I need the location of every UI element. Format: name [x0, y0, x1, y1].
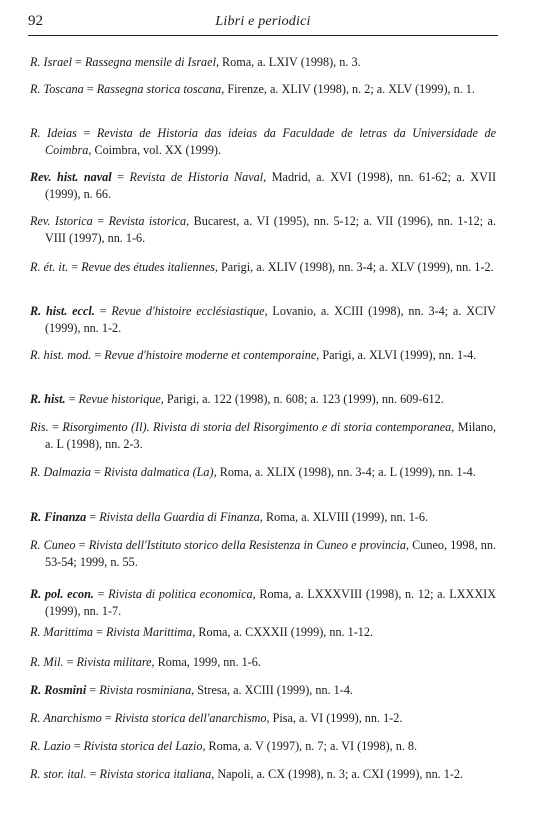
list-item: R. Toscana = Rassegna storica toscana, Firenze, a. XLIV (1998), n. 2; a. XLV (1999), n. 1. [30, 82, 475, 96]
entry-abbreviation: R. Israel [30, 55, 72, 69]
entry-title: Rivista della Guardia di Finanza [99, 510, 260, 524]
entry-details: , Roma, a. XLVIII (1999), nn. 1-6. [259, 510, 429, 524]
list-item: R. hist. eccl. = Revue d'histoire ecclésiastique, Lovanio, a. XCIII (1998), nn. 3-4; a. XCIV (1999), nn. 1-2. [30, 304, 496, 335]
list-item: R. hist. mod. = Revue d'histoire moderne et contemporaine, Parigi, a. XLVI (1999), nn. 1-4. [30, 348, 477, 362]
entry-details: , Bucarest, a. VI (1995), nn. 5-12; a. VII (1996), nn. 1-12; a. VIII (1997), nn. 1-6. [45, 214, 497, 245]
list-item: R. Cuneo = Rivista dell'Istituto storico della Resistenza in Cuneo e provincia, Cuneo, 1998, nn. 53-54; 1999, n. 55. [30, 538, 497, 569]
entry-title: Rassegna storica toscana [96, 82, 222, 96]
entry-title: Revista de Historia Naval [129, 170, 264, 184]
entry-title: Rivista militare [76, 655, 152, 669]
list-item: R. ét. it. = Revue des études italiennes, Parigi, a. XLIV (1998), nn. 3-4; a. XLV (1999), nn. 1-2. [30, 260, 494, 274]
entry-abbreviation: R. Finanza [30, 510, 87, 524]
running-title: Libri e periodici [215, 14, 311, 29]
list-item: R. Marittima = Rivista Marittima, Roma, a. CXXXII (1999), nn. 1-12. [30, 625, 374, 639]
entry-abbreviation: R. Dalmazia [30, 465, 91, 479]
entry-details: , Roma, a. LXXXVIII (1998), n. 12; a. LXXXIX (1999), nn. 1-7. [45, 587, 496, 618]
entry-title: Rivista rosminiana [99, 683, 192, 697]
entry-title: Rivista storica italiana [99, 767, 212, 781]
entry-details: , Parigi, a. 122 (1998), n. 608; a. 123 (1999), nn. 609-612. [160, 392, 444, 406]
entry-details: , Roma, 1999, nn. 1-6. [151, 655, 261, 669]
entry-title: Revista istorica [108, 214, 187, 228]
entry-title: Rivista di politica economica [108, 587, 253, 601]
list-item: R. Lazio = Rivista storica del Lazio, Roma, a. V (1997), n. 7; a. VI (1998), n. 8. [30, 739, 418, 753]
entry-title: Risorgimento (Il). Rivista di storia del Risorgimento e di storia contemporanea [62, 420, 452, 434]
entry-details: , Roma, a. LXIV (1998), n. 3. [215, 55, 361, 69]
entry-abbreviation: Rev. hist. naval [30, 170, 112, 184]
entry-title: Revue historique [78, 392, 161, 406]
list-item: R. Finanza = Rivista della Guardia di Finanza, Roma, a. XLVIII (1999), nn. 1-6. [30, 510, 429, 524]
entry-details: , Coimbra, vol. XX (1999). [88, 143, 222, 157]
entry-abbreviation: R. Anarchismo [30, 711, 102, 725]
entry-details: , Cuneo, 1998, nn. 53-54; 1999, n. 55. [45, 538, 497, 569]
list-item: R. Rosmini = Rivista rosminiana, Stresa, a. XCIII (1999), nn. 1-4. [30, 683, 353, 697]
entry-title: Rassegna mensile di Israel [84, 55, 216, 69]
entry-abbreviation: R. Ideias [30, 126, 77, 140]
page-number: 92 [28, 13, 43, 29]
entry-title: Rivista storica del Lazio [83, 739, 203, 753]
entry-title: Revue d'histoire ecclésiastique [111, 304, 265, 318]
entry-title: Revue des études italiennes [81, 260, 215, 274]
entry-details: , Firenze, a. XLIV (1998), n. 2; a. XLV (1999), n. 1. [221, 82, 475, 96]
entry-details: , Napoli, a. CX (1998), n. 3; a. CXI (1999), nn. 1-2. [211, 767, 464, 781]
list-item: R. hist. = Revue historique, Parigi, a. 122 (1998), n. 608; a. 123 (1999), nn. 609-612. [30, 392, 444, 406]
entry-details: , Parigi, a. XLIV (1998), nn. 3-4; a. XLV (1999), nn. 1-2. [214, 260, 494, 274]
entry-title: Rivista Marittima [105, 625, 193, 639]
entry-abbreviation: R. stor. ital. [30, 767, 87, 781]
entry-details: , Roma, a. XLIX (1998), nn. 3-4; a. L (1999), nn. 1-4. [213, 465, 476, 479]
entry-abbreviation: R. hist. [30, 392, 66, 406]
page-header [28, 13, 498, 36]
entry-details: , Parigi, a. XLVI (1999), nn. 1-4. [316, 348, 477, 362]
entry-abbreviation: R. ét. it. [30, 260, 69, 274]
entry-abbreviation: R. pol. econ. [30, 587, 94, 601]
entry-abbreviation: Ris. [30, 420, 49, 434]
list-item: R. Anarchismo = Rivista storica dell'anarchismo, Pisa, a. VI (1999), nn. 1-2. [30, 711, 403, 725]
entry-abbreviation: R. hist. eccl. [30, 304, 95, 318]
list-item: R. Israel = Rassegna mensile di Israel, Roma, a. LXIV (1998), n. 3. [30, 55, 361, 69]
entry-abbreviation: R. Cuneo [30, 538, 76, 552]
list-item: R. stor. ital. = Rivista storica italiana, Napoli, a. CX (1998), n. 3; a. CXI (1999), nn. 1-2. [30, 767, 464, 781]
entry-abbreviation: R. Mil. [30, 655, 64, 669]
entry-details: , Lovanio, a. XCIII (1998), nn. 3-4; a. XCIV (1999), nn. 1-2. [45, 304, 496, 335]
list-item: R. Dalmazia = Rivista dalmatica (La), Roma, a. XLIX (1998), nn. 3-4; a. L (1999), nn. 1-4. [30, 465, 476, 479]
list-item: R. pol. econ. = Rivista di politica economica, Roma, a. LXXXVIII (1998), n. 12; a. LXXXIX (1999), nn. 1-7. [30, 587, 496, 618]
entry-details: , Pisa, a. VI (1999), nn. 1-2. [266, 711, 403, 725]
list-item: Ris. = Risorgimento (Il). Rivista di storia del Risorgimento e di storia contemporanea, Milano, a. L (1998), nn. 2-3. [30, 420, 496, 451]
entry-abbreviation: Rev. Istorica [30, 214, 93, 228]
entry-title: Rivista storica dell'anarchismo [114, 711, 267, 725]
list-item: R. Mil. = Rivista militare, Roma, 1999, nn. 1-6. [30, 655, 261, 669]
entry-details: , Roma, a. CXXXII (1999), nn. 1-12. [192, 625, 374, 639]
entry-title: Revue d'histoire moderne et contemporaine [104, 348, 317, 362]
list-item: R. Ideias = Revista de Historia das ideias da Faculdade de letras da Universidade de Coimbra, Coimbra, vol. XX (1999). [30, 126, 496, 157]
entry-title: Rivista dell'Istituto storico della Resistenza in Cuneo e provincia [88, 538, 406, 552]
entry-details: , Milano, a. L (1998), nn. 2-3. [45, 420, 496, 451]
entry-details: , Roma, a. V (1997), n. 7; a. VI (1998), n. 8. [202, 739, 418, 753]
entry-abbreviation: R. Marittima [30, 625, 93, 639]
list-item: Rev. Istorica = Revista istorica, Bucarest, a. VI (1995), nn. 5-12; a. VII (1996), nn. 1-12; a. VIII (1997), nn. 1-6. [30, 214, 497, 245]
entry-abbreviation: R. Toscana [30, 82, 84, 96]
list-item: Rev. hist. naval = Revista de Historia Naval, Madrid, a. XVI (1998), nn. 61-62; a. XVII (1999), n. 66. [30, 170, 497, 201]
entry-abbreviation: R. hist. mod. [30, 348, 92, 362]
entry-title: Revista de Historia das ideias da Faculdade de letras da Universidade de Coimbra [45, 126, 496, 157]
entry-abbreviation: R. Rosmini [30, 683, 87, 697]
entry-details: , Stresa, a. XCIII (1999), nn. 1-4. [191, 683, 353, 697]
entry-abbreviation: R. Lazio [30, 739, 71, 753]
entry-details: , Madrid, a. XVI (1998), nn. 61-62; a. XVII (1999), n. 66. [45, 170, 497, 201]
entry-title: Rivista dalmatica (La) [103, 465, 214, 479]
